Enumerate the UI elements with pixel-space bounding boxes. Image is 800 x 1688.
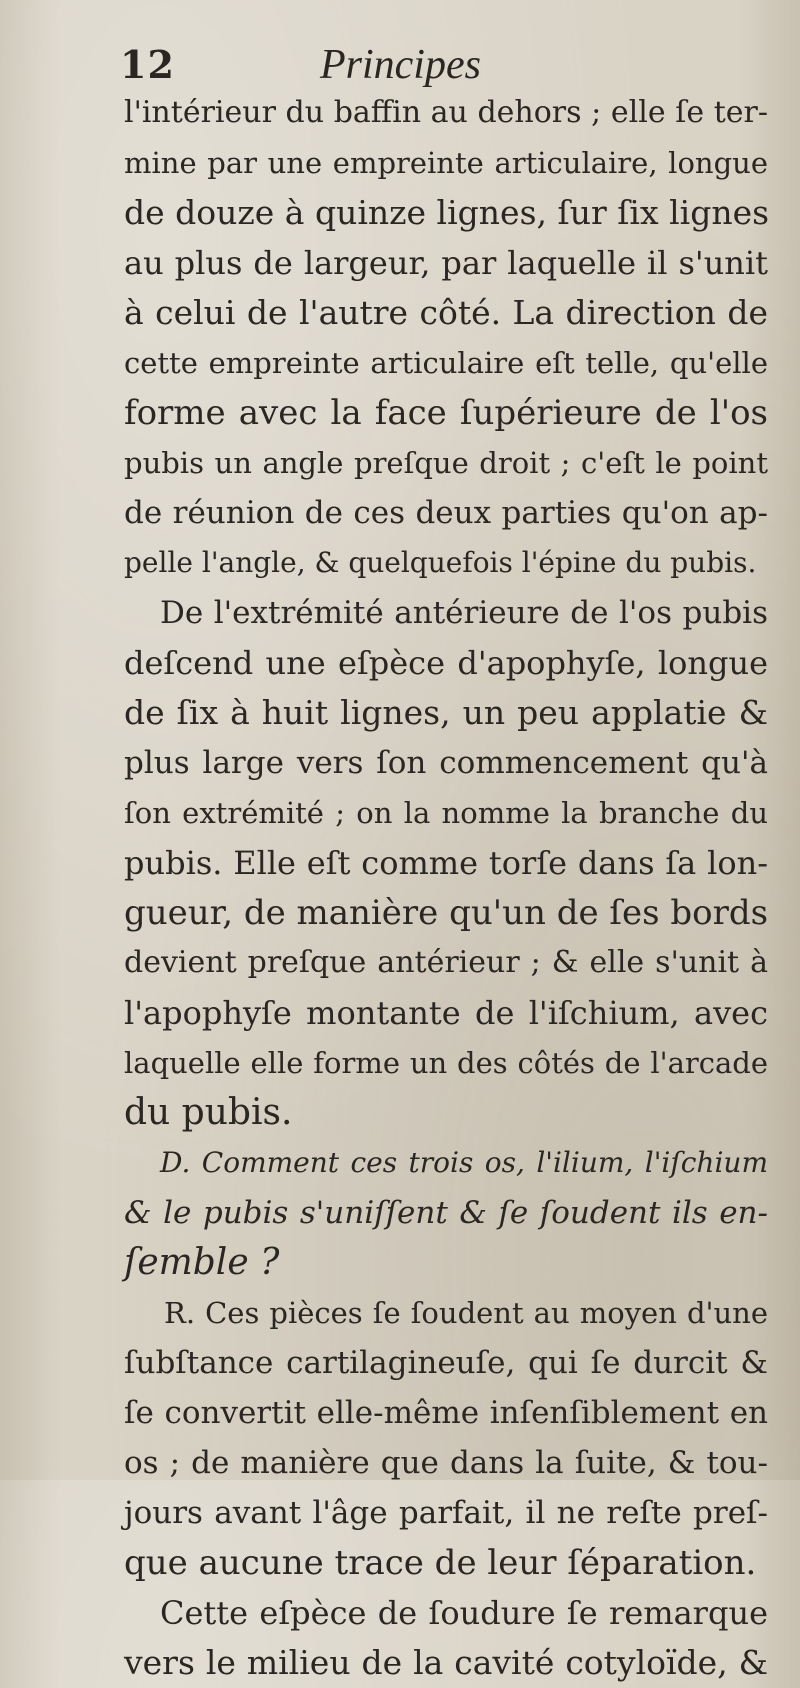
running-head: Principes: [320, 42, 481, 88]
text-line: laquelle elle forme un des côtés de l'arcade: [124, 1046, 768, 1080]
text-line: jours avant l'âge parfait, il ne reſte preſ-: [124, 1495, 768, 1531]
text-line: au plus de largeur, par laquelle il s'unit: [124, 244, 768, 282]
text-line: du pubis.: [124, 1092, 293, 1133]
question-line: & le pubis s'uniſſent & ſe ſoudent ils en-: [124, 1195, 768, 1231]
answer-start: R. Ces pièces ſe ſoudent au moyen d'une: [164, 1296, 768, 1330]
question-start: D. Comment ces trois os, l'ilium, l'iſchium: [160, 1146, 768, 1179]
text-line: ſubſtance cartilagineuſe, qui ſe durcit &: [124, 1345, 768, 1381]
text-line: forme avec la face ſupérieure de l'os: [124, 393, 768, 433]
text-line: l'intérieur du baffin au dehors ; elle ſe ter-: [124, 95, 768, 130]
text-line: de ſix à huit lignes, un peu applatie &: [124, 693, 768, 732]
page-number: 12: [120, 42, 175, 87]
text-line: l'apophyſe montante de l'iſchium, avec: [124, 994, 768, 1032]
text-line: pubis un angle preſque droit ; c'eſt le point: [124, 446, 768, 480]
text-line: que aucune trace de leur ſéparation.: [124, 1543, 757, 1583]
text-line: devient preſque antérieur ; & elle s'unit à: [124, 945, 768, 980]
question-line: ſemble ?: [124, 1242, 280, 1283]
text-line: cette empreinte articulaire eſt telle, qu'elle: [124, 346, 768, 380]
text-line: ſe convertit elle-même inſenſiblement en: [124, 1395, 768, 1431]
text-line: plus large vers ſon commencement qu'à: [124, 745, 768, 781]
text-line: deſcend une eſpèce d'apophyſe, longue: [124, 644, 768, 682]
body-text: [124, 88, 768, 1688]
text-line: os ; de manière que dans la ſuite, & tou-: [124, 1445, 768, 1481]
page-header: [120, 40, 720, 90]
text-line: de réunion de ces deux parties qu'on ap-: [124, 495, 768, 531]
text-line: de douze à quinze lignes, ſur ſix lignes: [124, 193, 770, 232]
text-line: vers le milieu de la cavité cotyloïde, &: [124, 1643, 768, 1682]
text-line: gueur, de manière qu'un de ſes bords: [124, 893, 769, 933]
text-line: à celui de l'autre côté. La direction de: [124, 293, 768, 332]
paragraph-start: Cette eſpèce de ſoudure ſe remarque: [160, 1594, 768, 1632]
paragraph-start: De l'extrémité antérieure de l'os pubis: [160, 595, 768, 631]
text-line: pubis. Elle eſt comme torſe dans ſa lon-: [124, 844, 768, 882]
text-line: pelle l'angle, & quelquefois l'épine du pubis.: [124, 546, 757, 579]
text-line: ſon extrémité ; on la nomme la branche du: [124, 796, 768, 830]
text-line: mine par une empreinte articulaire, longue: [124, 146, 768, 180]
